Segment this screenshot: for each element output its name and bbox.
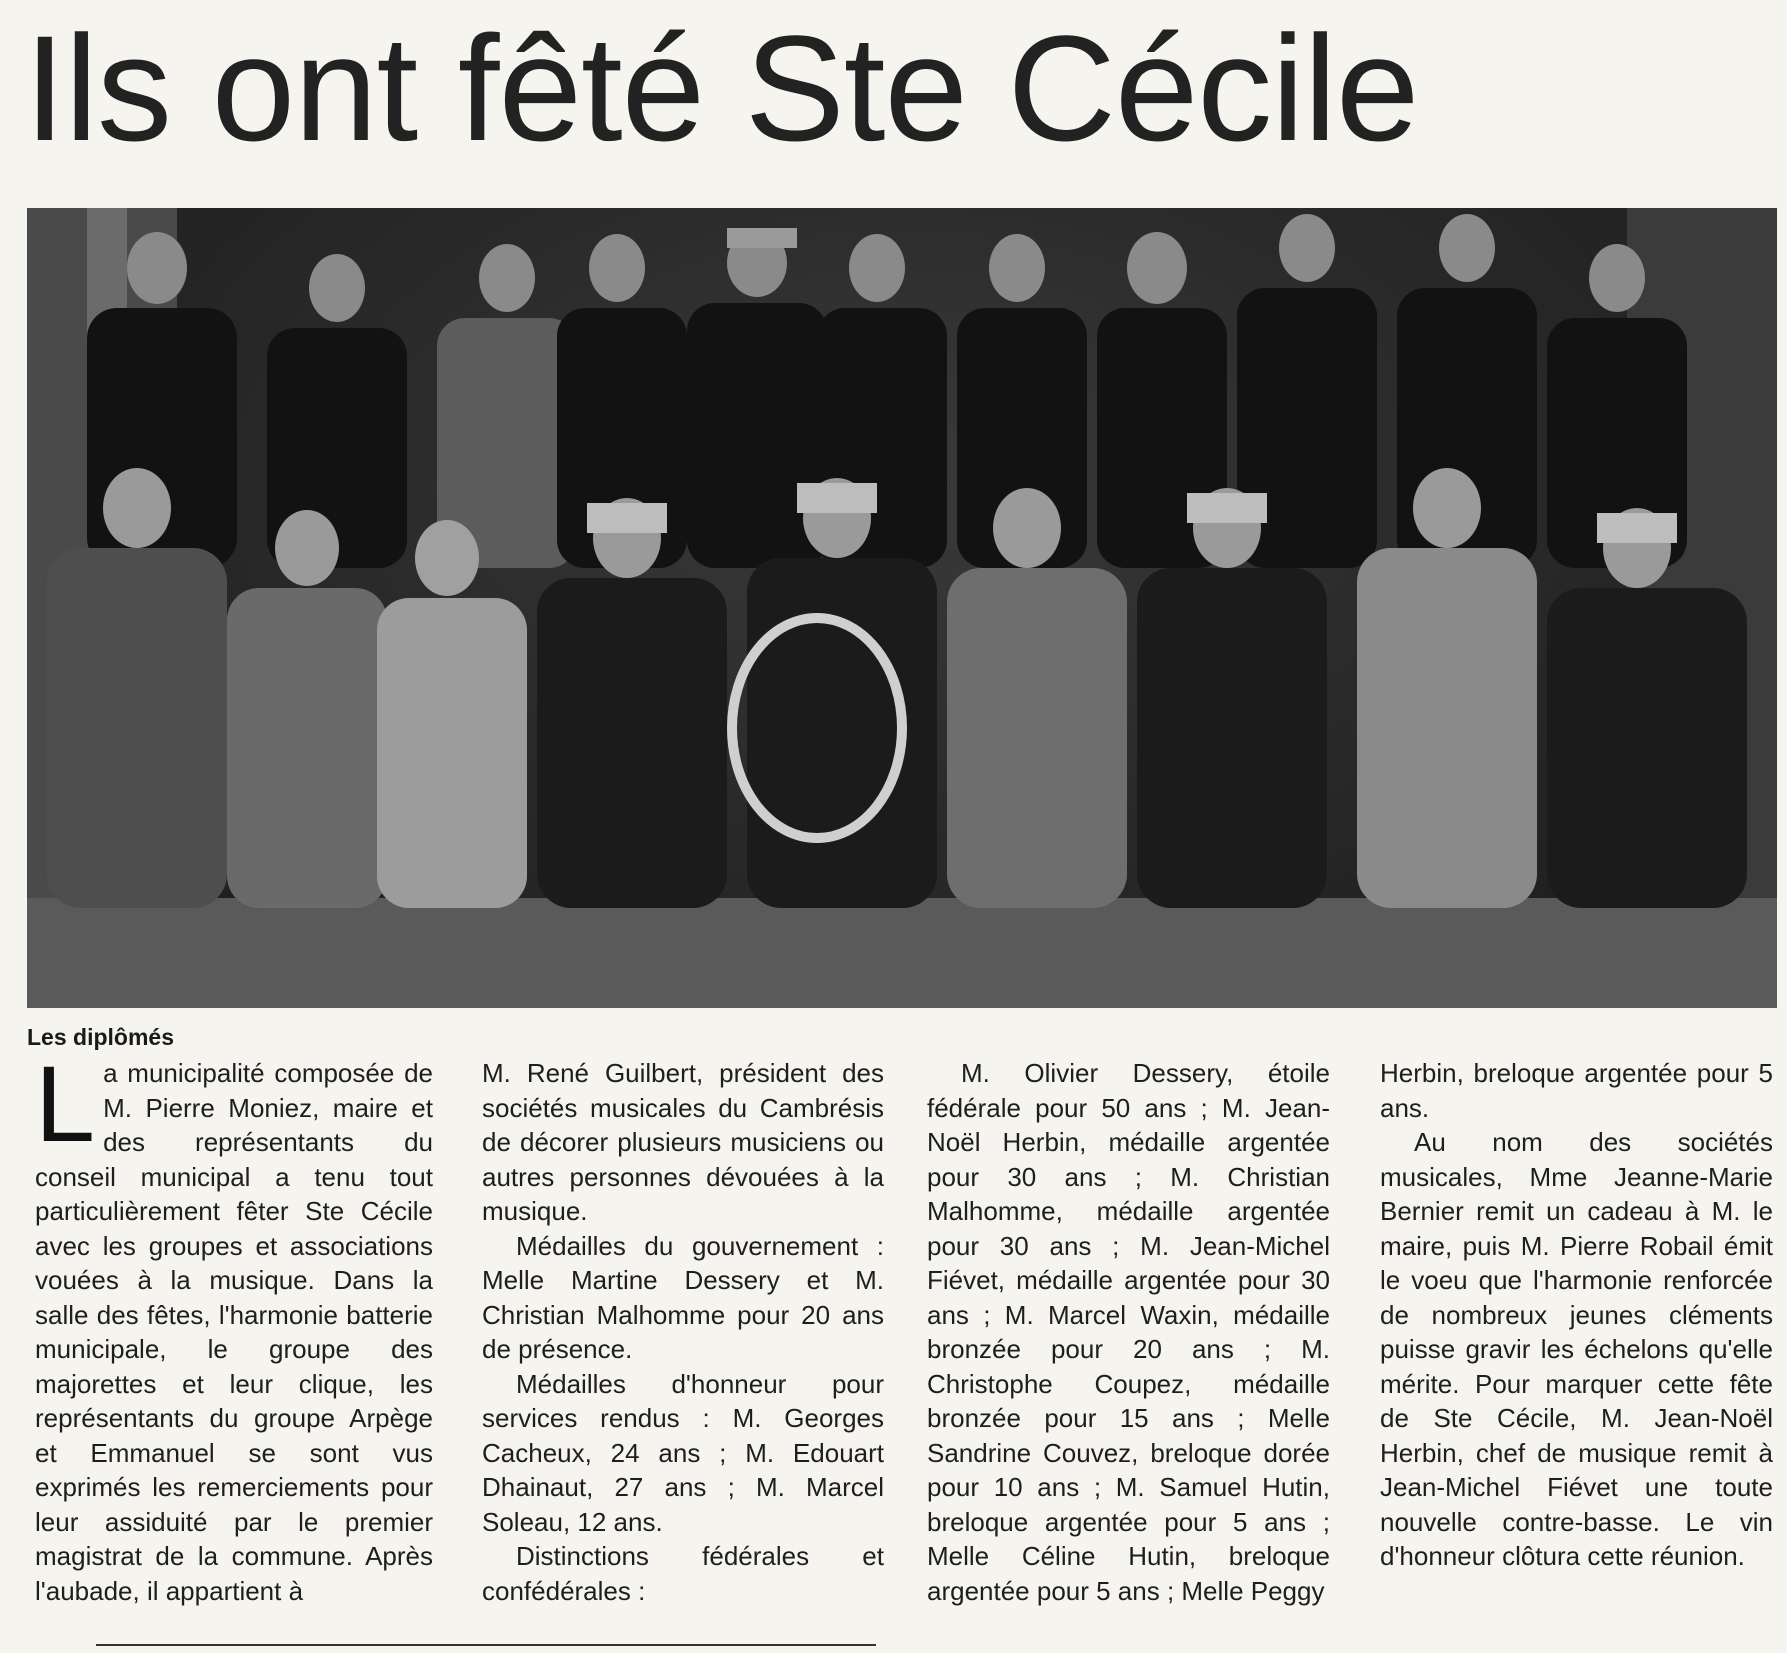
article-paragraph: Distinctions fédérales et confédérales : — [482, 1541, 884, 1606]
group-photo — [27, 208, 1777, 1008]
article-paragraph: La municipalité composée de M. Pierre Moniez, maire et des représentants du conseil municipal a tenu tout particulièrement fêter Ste Cécile avec les groupes et associations vouées à la musique. Dans la salle des fêtes, l'harmonie batterie municipale, le groupe des majorettes et leur clique, les représentants du groupe Arpège et Emmanuel se sont vus exprimés les remerciements pour leur assiduité par le premier magistrat de la commune. Après l'aubade, il appartient à — [35, 1043, 433, 1606]
article-column-2 — [482, 1056, 884, 1608]
article-paragraph: M. Olivier Dessery, étoile fédérale pour 50 ans ; M. Jean-Noël Herbin, médaille argentée pour 30 ans ; M. Christian Malhomme, médaille argentée pour 30 ans ; M. Jean-Michel Fiévet, médaille argentée pour 30 ans ; M. Marcel Waxin, médaille bronzée pour 20 ans ; M. Christophe Coupez, médaille bronzée pour 15 ans ; Melle Sandrine Couvez, breloque dorée pour 10 ans ; M. Samuel Hutin, breloque argentée pour 5 ans ; Melle Céline Hutin, breloque argentée pour 5 ans ; Melle Peggy — [927, 1058, 1330, 1606]
article-paragraph: Herbin, breloque argentée pour 5 ans. — [1380, 1058, 1773, 1123]
article-column-4 — [1380, 1056, 1773, 1574]
photo-caption: Les diplômés — [27, 1024, 174, 1050]
article-paragraph: Au nom des sociétés musicales, Mme Jeanne-Marie Bernier remit un cadeau à M. le maire, puis M. Pierre Robail émit le voeu que l'harmonie renforcée de nombreux jeunes cléments puisse gravir les échelons qu'elle mérite. Pour marquer cette fête de Ste Cécile, M. Jean-Noël Herbin, chef de musique remit à Jean-Michel Fiévet une toute nouvelle contre-basse. Le vin d'honneur clôtura cette réunion. — [1380, 1127, 1773, 1571]
article-paragraph: Médailles du gouvernement : Melle Martine Dessery et M. Christian Malhomme pour 20 ans de présence. — [482, 1230, 884, 1364]
drop-cap: L — [35, 1043, 96, 1164]
column-rule — [96, 1644, 876, 1646]
article-paragraph: M. René Guilbert, président des sociétés musicales du Cambrésis de décorer plusieurs musiciens ou autres personnes dévouées à la musique. — [482, 1058, 884, 1226]
article-paragraph: Médailles d'honneur pour services rendus : M. Georges Cacheux, 24 ans ; M. Edouart Dhainaut, 27 ans ; M. Marcel Soleau, 12 ans. — [482, 1368, 884, 1537]
article-column-3 — [927, 1056, 1330, 1608]
group-photo-illustration — [27, 208, 1777, 1008]
article-column-1 — [35, 1043, 433, 1608]
headline: Ils ont fêté Ste Cécile — [24, 4, 1419, 172]
